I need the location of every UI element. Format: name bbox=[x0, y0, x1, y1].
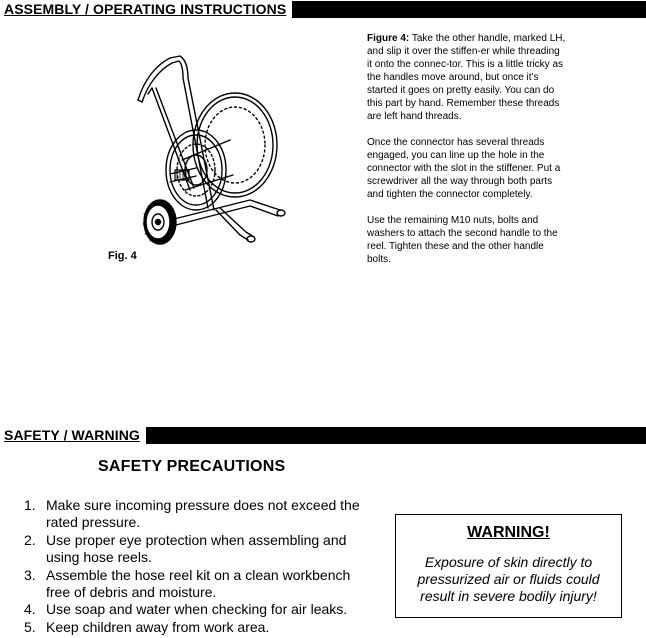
figure-reference: Figure 4: bbox=[367, 33, 410, 44]
precaution-text: Make sure incoming pressure does not exceed the rated pressure. bbox=[46, 497, 360, 531]
precautions-list bbox=[24, 497, 374, 636]
precaution-number: 4. bbox=[24, 601, 36, 618]
warning-title: WARNING! bbox=[467, 524, 550, 541]
precaution-text: Use proper eye protection when assembling and using hose reels. bbox=[46, 531, 347, 566]
instruction-paragraph-2: Once the connector has several threads engaged, you can line up the hole in the connector with the slot in the stiffener. Put a screwdriver all the way through both parts and tighten the connector completely. bbox=[367, 137, 561, 200]
instruction-paragraph-1-text: Take the other handle, marked LH, and slip it over the stiffen-er while threading it onto the connec-tor. This is a little tricky as the handles move around, but once it's started it goes on pretty easily. You can do this part by hand. Remember these threads are left hand threads. bbox=[367, 33, 566, 122]
instruction-paragraph-3: Use the remaining M10 nuts, bolts and washers to attach the second handle to the reel. Tighten these and the other handle bolts. bbox=[367, 215, 558, 265]
section-header-bar bbox=[0, 1, 646, 18]
section-header-bar bbox=[0, 427, 646, 444]
section-header-assembly: ASSEMBLY / OPERATING INSTRUCTIONS bbox=[0, 1, 292, 18]
precaution-item bbox=[24, 619, 374, 636]
assembly-instructions bbox=[367, 32, 567, 279]
precaution-item bbox=[24, 567, 374, 602]
precaution-text: Use soap and water when checking for air leaks. bbox=[46, 601, 348, 618]
safety-precautions-title: SAFETY PRECAUTIONS bbox=[98, 458, 286, 475]
precaution-text: Assemble the hose reel kit on a clean workbench free of debris and moisture. bbox=[46, 566, 351, 601]
precaution-number: 2. bbox=[24, 531, 36, 548]
hose-reel-cart-illustration bbox=[130, 50, 320, 255]
precaution-number: 3. bbox=[24, 566, 36, 583]
section-header-safety: SAFETY / WARNING bbox=[0, 427, 146, 444]
warning-box bbox=[395, 514, 622, 618]
precaution-number: 5. bbox=[24, 618, 36, 635]
precaution-number: 1. bbox=[24, 497, 36, 513]
precaution-text: Keep children away from work area. bbox=[46, 618, 270, 635]
instruction-paragraph-1 bbox=[367, 32, 567, 123]
figure-label: Fig. 4 bbox=[108, 250, 137, 262]
precaution-item bbox=[24, 532, 374, 567]
precaution-item bbox=[24, 497, 374, 532]
warning-text: Exposure of skin directly to pressurized air or fluids could result in severe bodily injury! bbox=[417, 554, 600, 604]
precaution-item bbox=[24, 601, 374, 618]
